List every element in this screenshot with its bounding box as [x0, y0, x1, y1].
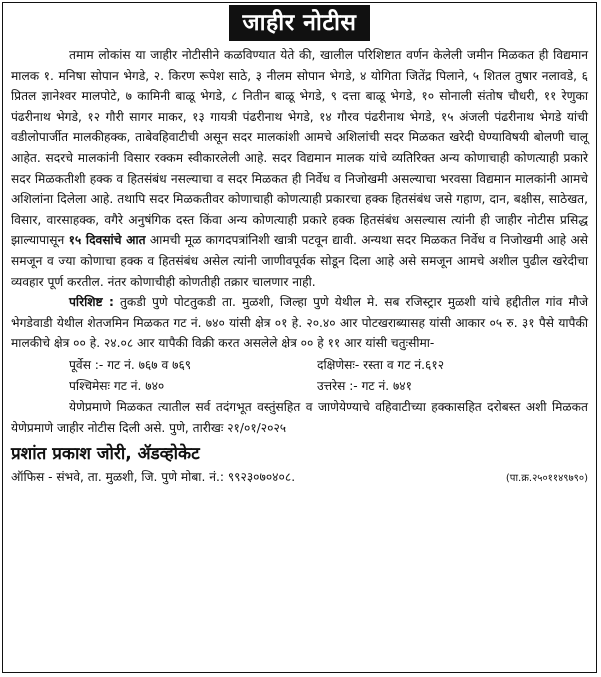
boundary-east: पूर्वेस :- गट नं. ७६७ व ७६९	[69, 357, 192, 372]
advocate-name: प्रशांत प्रकाश जोरी, ॲडव्होकेट	[11, 444, 200, 465]
deadline-highlight: १५ दिवसांचे आत	[68, 233, 146, 248]
schedule-text: तुकडी पुणे पोटतुकडी ता. मुळशी, जिल्हा पुणे येथील मे. सब रजिस्ट्रार मुळशी यांचे हद्दीतील गांव मौजे भेगडेवाडी येथील शेतजमिन मिळकत गट नं. ७४० यांसी क्षेत्र ०१ हे. २०.४० आर पोटखराब्यासह यांसी आकार ०५ रु. ३१ पैसे यापैकी मालकीचे क्षेत्र ०० हे. २४.०८ आर यापैकी विक्री करत असलेले क्षेत्र ०० हे ११ आर यांसी चतुःसीमा-	[11, 295, 588, 351]
notice-body	[3, 43, 596, 438]
schedule-label: परिशिष्ट :	[69, 295, 114, 310]
boundary-south: दक्षिणेसः- रस्ता व गट नं.६१२	[317, 357, 445, 372]
schedule-paragraph	[11, 292, 588, 354]
notice-title: जाहीर नोटीस	[229, 5, 371, 41]
signature-block	[3, 438, 596, 489]
boundary-west: पश्चिमेसः गट नं. ७४०	[69, 378, 165, 393]
public-notice	[2, 2, 597, 673]
boundary-north: उत्तरेस :- गट नं. ७४१	[317, 378, 412, 393]
main-paragraph	[11, 45, 588, 292]
main-paragraph-text: तमाम लोकांस या जाहीर नोटीसीने कळविण्यात येते की, खालील परिशिष्टात वर्णन केलेली जमीन मिळकत ही विद्यमान मालक १. मनिषा सोपान भेगडे, २. किरण रूपेश साठे, ३ नीलम सोपान भेगडे, ४ योगिता जितेंद्र पिलाने, ५ शितल तुषार नलावडे, ६ प्रितल ज्ञानेश्वर मालपोटे, ७ कामिनी बाळू भेगडे, ८ नितीन बाळू भेगडे, ९ दत्ता बाळू भेगडे, १० सोनाली संतोष चौधरी, ११ रेणुका पंढरीनाथ भेगडे, १२ गौरी सागर माकर, १३ गायत्री पंढरीनाथ भेगडे, १४ गौरव पंढरीनाथ भेगडे, १५ अंजली पंढरीनाथ भेगडे यांची वडीलोपार्जीत मालकीहक्क, ताबेवहिवाटीची असून सदर मालकांशी आमचे अशिलांची सदर मिळकत खरेदी घेण्याविषयी बोलणी चालू आहेत. सदरचे मालकांनी विसार रक्कम स्वीकारलेली आहे. सदर विद्यमान मालक यांचे व्यतिरिक्त अन्य कोणाचाही कोणत्याही प्रकारे सदर मिळकतीशी हक्क व हितसंबंध नसल्याचा व सदर मिळकत ही निर्वेध व निजोखमी असल्याचा भरवसा विद्यमान मालकांनी आमचे अशिलांना दिलेला आहे. तथापि सदर मिळकतीवर कोणाचाही कोणत्याही प्रकारचा हक्क हितसंबंध जसे गहाण, दान, बक्षीस, साठेखत, विसार, वारसाहक्क, वगैरे अनुषंगिक दस्त किंवा अन्य कोणत्याही प्रकारे हक्क हितसंबंध असल्यास त्यांनी ही जाहीर नोटीस प्रसिद्ध झाल्यापासून	[11, 48, 588, 248]
office-row	[11, 467, 588, 489]
title-band	[3, 3, 596, 43]
boundaries	[69, 355, 588, 396]
closing-paragraph: येणेप्रमाणे मिळकत त्यातील सर्व तदंगभूत वस्तुंसहित व जाणेयेण्याचे वहिवाटीच्या हक्कासहित दरोबस्त अशी मिळकत येणेप्रमाणे जाहीर नोटीस दिली असे. पुणे, तारीखः २१/०१/२०२५	[11, 400, 588, 435]
main-paragraph-text-cont: आमची मूळ कागदपत्रांनिशी खात्री पटवून द्यावी. अन्यथा सदर मिळकत निर्वेध व निजोखमी आहे असे समजून व ज्या कोणाचा हक्क व हितसंबंध असेल त्यांनी जाणीवपूर्वक सोडून दिला आहे असे समजून आमचे अशील पुढील खरेदीचा व्यवहार पूर्ण करतील. नंतर कोणाचीही कोणतीही तक्रार चालणार नाही.	[11, 233, 588, 289]
reference-number: (पा.क्र.२५०११४९७९०)	[505, 473, 588, 485]
office-address: ऑफिस - संभवे, ता. मुळशी, जि. पुणे मोबा. नं.: ९९२३०७०४०८.	[11, 470, 296, 485]
